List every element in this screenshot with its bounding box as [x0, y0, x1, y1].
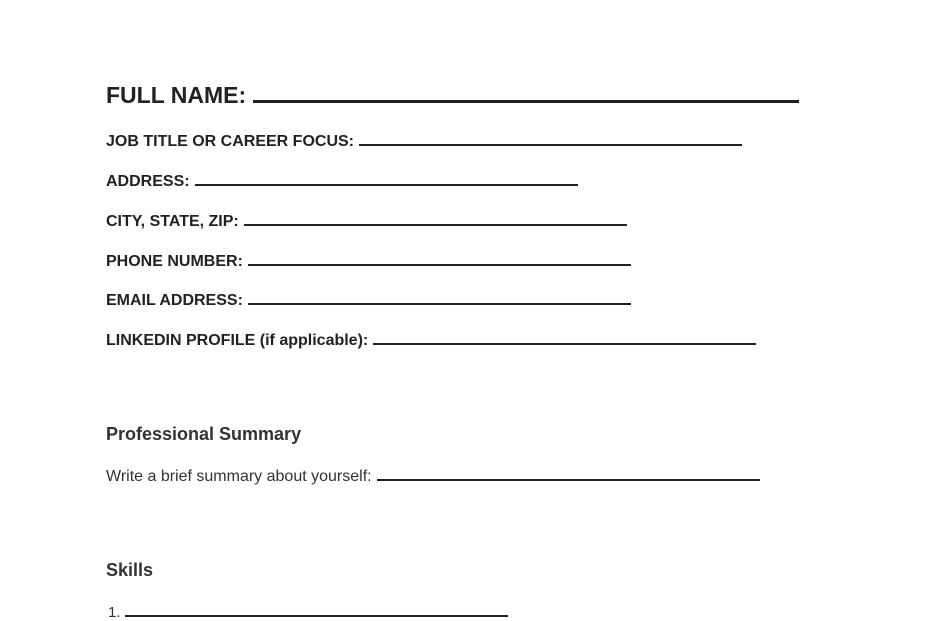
linkedin-profile-label: LINKEDIN PROFILE (if applicable): — [106, 332, 369, 349]
job-title-blank-line[interactable] — [359, 143, 742, 146]
city-state-zip-field — [106, 213, 627, 231]
job-title-field — [106, 133, 742, 151]
email-address-blank-line[interactable] — [248, 302, 631, 305]
skills-heading: Skills — [106, 560, 154, 580]
full-name-blank-line[interactable] — [253, 99, 799, 103]
full-name-field — [106, 82, 799, 109]
skills-item-blank-line[interactable] — [125, 614, 508, 617]
phone-number-field — [106, 253, 631, 271]
email-address-label: EMAIL ADDRESS: — [106, 292, 243, 309]
linkedin-profile-field — [106, 332, 756, 350]
linkedin-profile-blank-line[interactable] — [373, 342, 756, 345]
professional-summary-heading: Professional Summary — [106, 424, 302, 444]
job-title-label: JOB TITLE OR CAREER FOCUS: — [106, 133, 355, 150]
phone-number-label: PHONE NUMBER: — [106, 253, 243, 270]
email-address-field — [106, 292, 631, 310]
summary-prompt-field — [106, 468, 760, 486]
address-field — [106, 173, 578, 191]
full-name-label: FULL NAME: — [106, 82, 247, 108]
phone-number-blank-line[interactable] — [248, 263, 631, 266]
city-state-zip-label: CITY, STATE, ZIP: — [106, 213, 239, 230]
summary-blank-line[interactable] — [377, 478, 760, 481]
city-state-zip-blank-line[interactable] — [244, 223, 627, 226]
skills-list-item — [108, 604, 508, 621]
address-label: ADDRESS: — [106, 173, 190, 190]
skills-item-number: 1. — [108, 604, 121, 621]
address-blank-line[interactable] — [195, 183, 578, 186]
summary-prompt-label: Write a brief summary about yourself: — [106, 468, 372, 485]
